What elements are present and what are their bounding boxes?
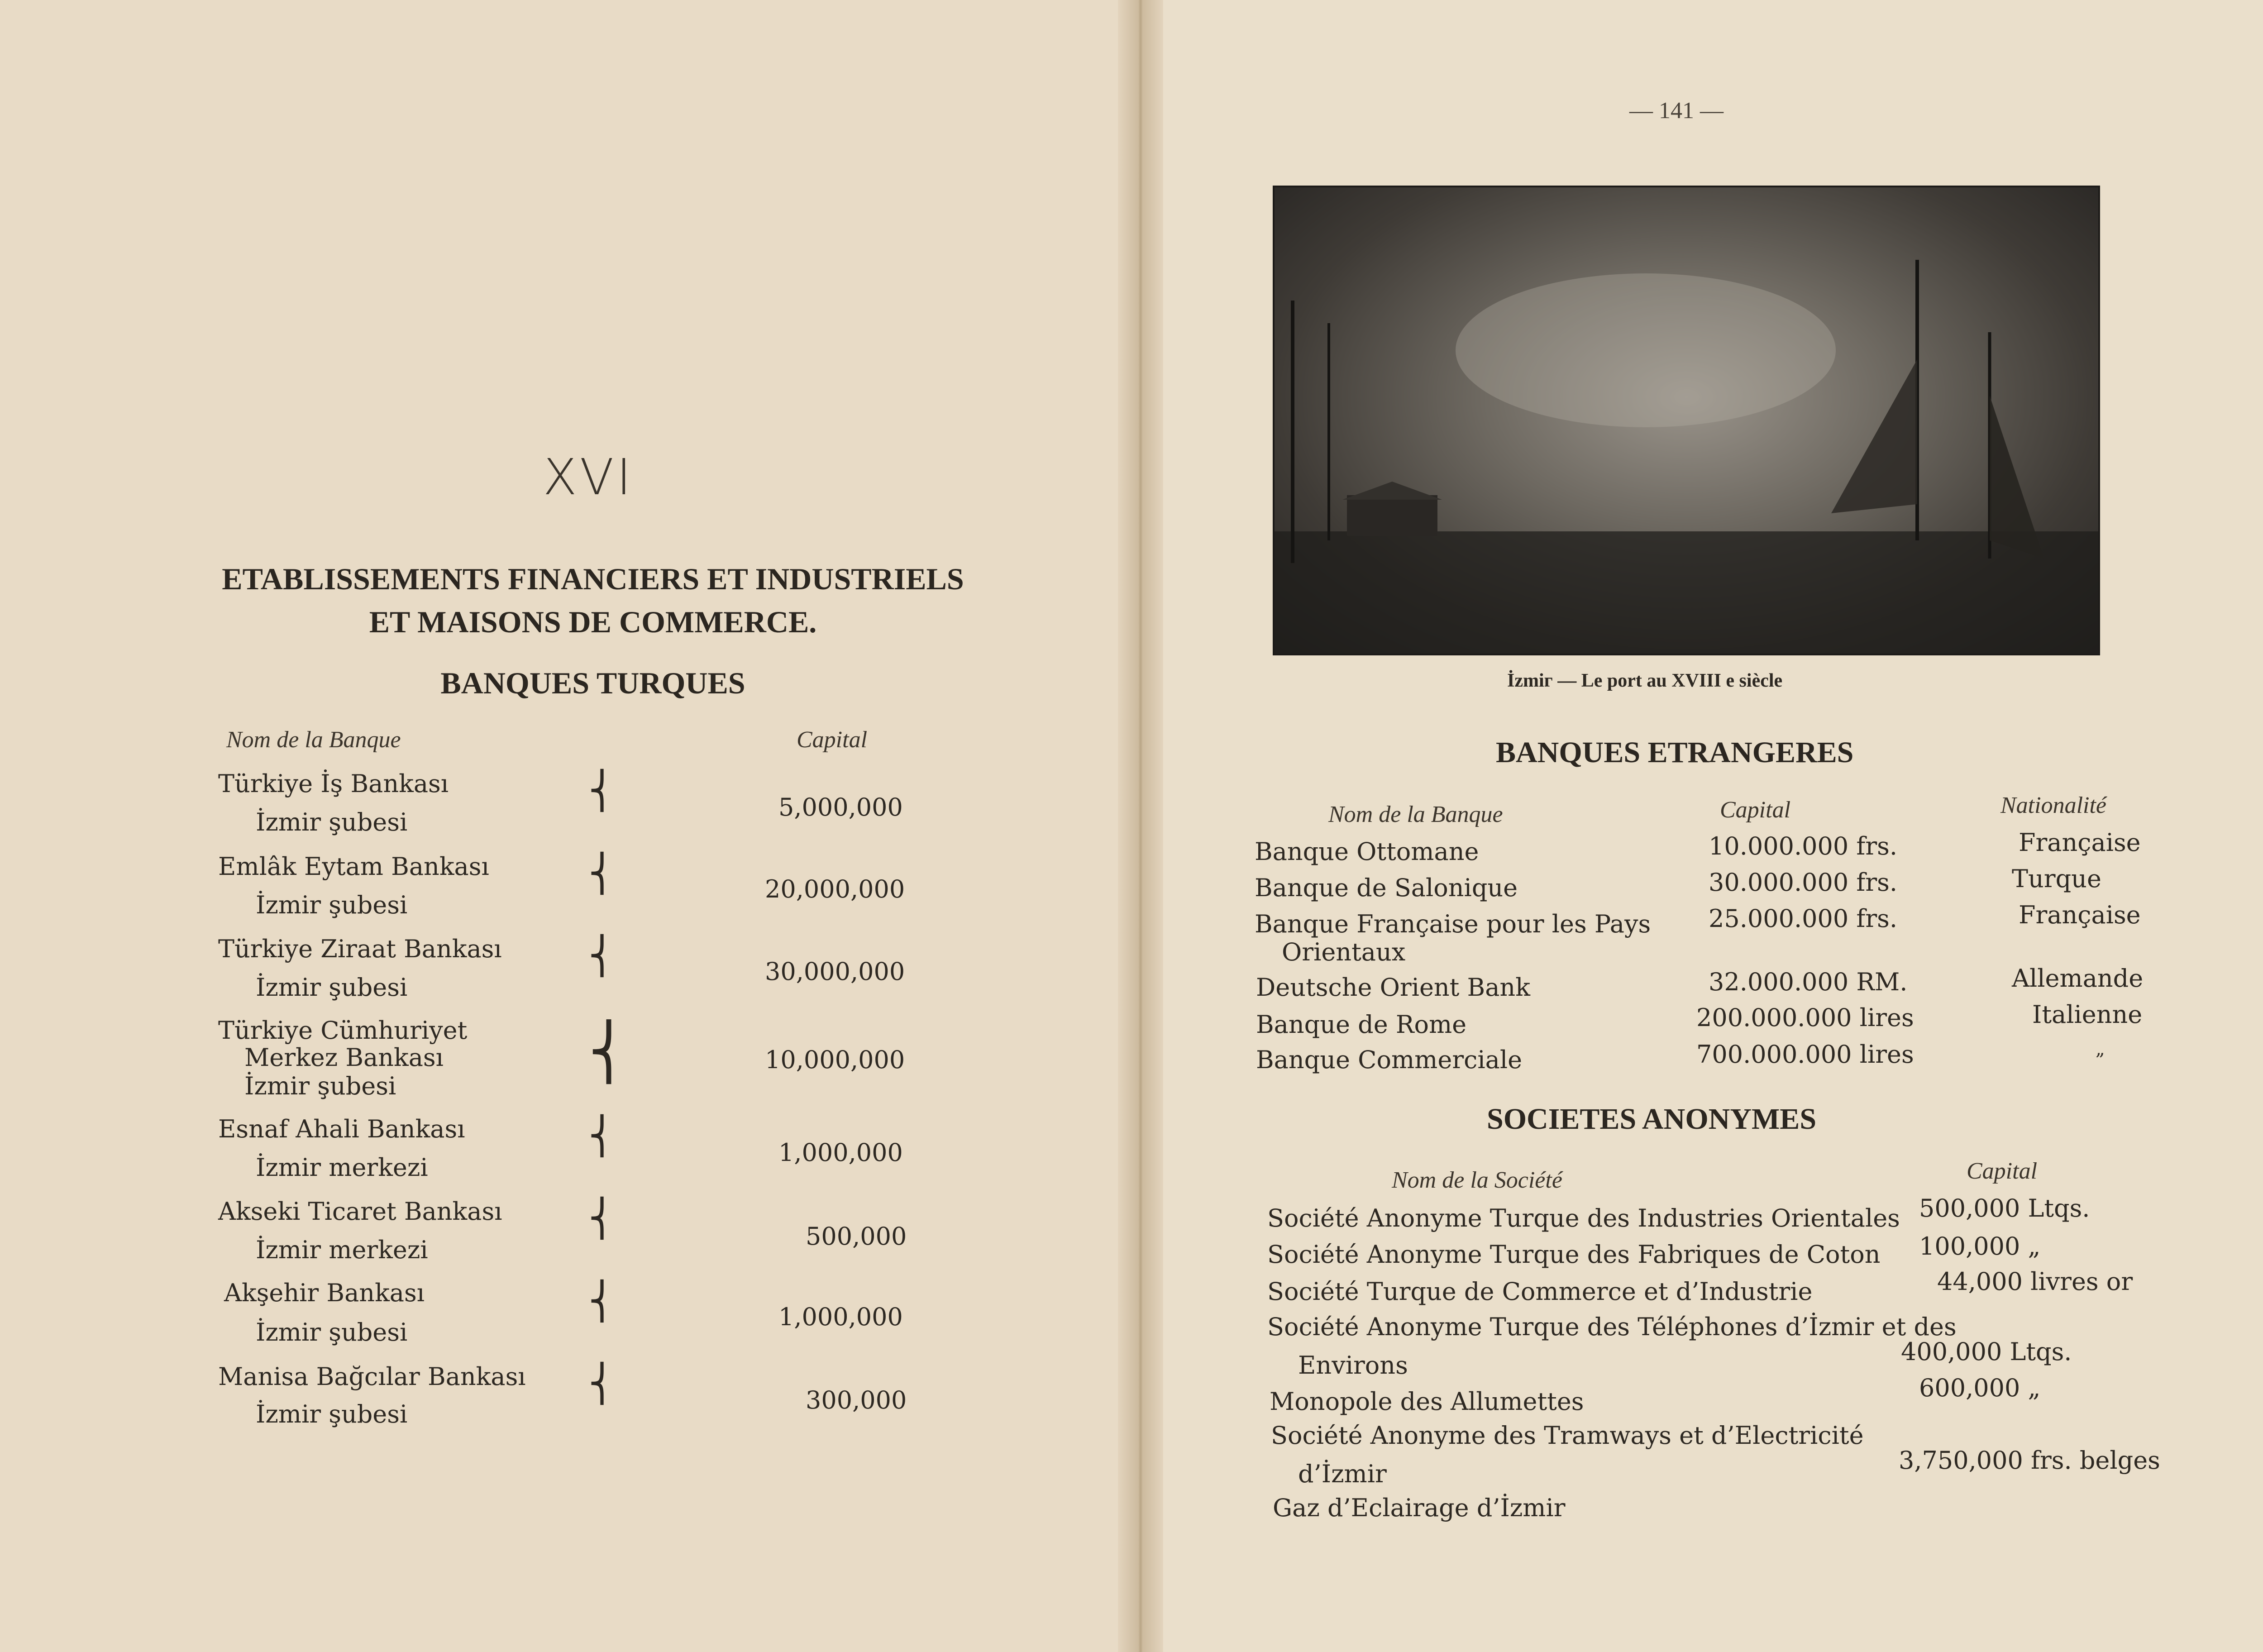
- column-header-name: Nom de la Banque: [1328, 802, 1503, 827]
- column-header-capital-societe: Capital: [1967, 1158, 2038, 1184]
- foreign-bank-capital: 32.000.000 RM.: [1709, 968, 1908, 996]
- foreign-bank-name: Banque de Rome: [1256, 1010, 1467, 1039]
- bank-name: Esnaf Ahali Bankası: [218, 1115, 465, 1143]
- bank-name: Manisa Bağcılar Bankası: [218, 1362, 526, 1391]
- brace-icon: ⎨: [588, 1199, 616, 1239]
- section-title-banques-etrangeres: BANQUES ETRANGERES: [1496, 736, 1854, 769]
- bank-capital: 500,000: [806, 1222, 907, 1251]
- brace-icon: ⎨: [588, 854, 616, 894]
- harbor-photograph: [1273, 186, 2100, 655]
- foreign-bank-capital: 30.000.000 frs.: [1709, 868, 1898, 897]
- bank-branch: İzmir şubesi: [256, 1400, 408, 1428]
- foreign-bank-capital: 10.000.000 frs.: [1709, 832, 1898, 860]
- societe-name: Société Anonyme Turque des Téléphones d’İzmir et des: [1267, 1313, 1957, 1341]
- foreign-bank-name: Banque de Salonique: [1255, 874, 1518, 902]
- societe-name: Gaz d’Eclairage d’İzmir: [1273, 1494, 1566, 1522]
- societe-name-continued: d’İzmir: [1298, 1460, 1387, 1488]
- bank-capital: 10,000,000: [765, 1046, 905, 1074]
- bank-capital: 5,000,000: [778, 793, 903, 821]
- harbor-illustration: [1275, 187, 2098, 654]
- foreign-bank-capital: 200.000.000 lires: [1696, 1003, 1914, 1032]
- bank-name: Türkiye Ziraat Bankası: [218, 935, 502, 963]
- societe-capital: 3,750,000 frs. belges: [1899, 1446, 2160, 1475]
- bank-capital: 30,000,000: [765, 957, 905, 986]
- bank-capital: 20,000,000: [765, 875, 905, 903]
- chapter-number: XVI: [543, 448, 634, 506]
- bank-branch: İzmir şubesi: [256, 1318, 408, 1346]
- societe-capital: 400,000 Ltqs.: [1901, 1337, 2072, 1366]
- foreign-bank-name: Banque Commerciale: [1256, 1046, 1523, 1074]
- societe-capital: 500,000 Ltqs.: [1919, 1194, 2090, 1222]
- chapter-heading-line2: ET MAISONS DE COMMERCE.: [369, 605, 817, 639]
- bank-branch: İzmir şubesi: [256, 808, 408, 836]
- bank-name: Akseki Ticaret Bankası: [218, 1197, 502, 1226]
- societe-name-continued: Environs: [1298, 1351, 1408, 1380]
- foreign-bank-nationality: Française: [2019, 828, 2141, 857]
- page-number: — 141 —: [1629, 98, 1724, 124]
- societe-name: Société Anonyme des Tramways et d’Electricité: [1271, 1421, 1864, 1450]
- societe-name: Société Anonyme Turque des Industries Orientales: [1267, 1204, 1900, 1232]
- foreign-bank-nationality: Allemande: [2012, 964, 2144, 993]
- column-header-capital: Capital: [1720, 797, 1791, 823]
- foreign-bank-nationality: Turque: [2012, 864, 2101, 893]
- section-title-banques-turques: BANQUES TURQUES: [440, 666, 745, 700]
- bank-branch: İzmir merkezi: [256, 1236, 428, 1264]
- foreign-bank-name: Banque Française pour les Pays: [1255, 910, 1651, 938]
- brace-icon: ⎨: [588, 936, 616, 976]
- bank-name: Akşehir Bankası: [224, 1279, 425, 1307]
- column-header-name: Nom de la Banque: [226, 727, 401, 753]
- societe-capital: 44,000 livres or: [1937, 1267, 2133, 1296]
- brace-icon: ⎨: [588, 1282, 616, 1322]
- brace-icon: ⎨: [588, 1364, 616, 1404]
- foreign-bank-nationality: „: [2096, 1039, 2105, 1060]
- foreign-bank-nationality: Française: [2019, 901, 2141, 929]
- photo-caption: İzmiᴦ — Le port au XVIII e siècle: [1507, 670, 1783, 691]
- societe-name: Société Turque de Commerce et d’Industrie: [1267, 1277, 1813, 1306]
- bank-branch: İzmir merkezi: [256, 1153, 428, 1182]
- bank-name: Emlâk Eytam Bankası: [218, 852, 489, 881]
- bank-capital: 300,000: [806, 1386, 907, 1414]
- bank-branch: İzmir şubesi: [256, 973, 408, 1002]
- brace-icon: ⎨: [588, 1117, 616, 1156]
- section-title-societes-anonymes: SOCIETES ANONYMES: [1487, 1103, 1817, 1136]
- foreign-bank-name: Banque Ottomane: [1255, 837, 1479, 866]
- societe-name: Société Anonyme Turque des Fabriques de Coton: [1267, 1240, 1881, 1269]
- column-header-societe: Nom de la Société: [1392, 1167, 1562, 1193]
- bank-capital: 1,000,000: [778, 1138, 903, 1167]
- brace-icon: ⎨: [588, 771, 616, 811]
- bank-name-continued: Merkez Bankası: [244, 1043, 444, 1072]
- bank-name: Türkiye Cümhuriyet: [218, 1016, 468, 1045]
- societe-capital: 600,000 „: [1919, 1374, 2041, 1402]
- foreign-bank-nationality: Italienne: [2032, 1000, 2143, 1029]
- column-header-capital: Capital: [797, 727, 868, 753]
- brace-icon: ⎨: [588, 1022, 629, 1082]
- societe-capital: 100,000 „: [1919, 1232, 2041, 1260]
- foreign-bank-name: Deutsche Orient Bank: [1256, 973, 1530, 1002]
- bank-branch: İzmir şubesi: [256, 891, 408, 919]
- bank-name: Türkiye İş Bankası: [218, 769, 449, 798]
- foreign-bank-name-continued: Orientaux: [1282, 938, 1406, 966]
- bank-branch: İzmir şubesi: [244, 1072, 396, 1100]
- book-gutter: [1118, 0, 1163, 1652]
- societe-name: Monopole des Allumettes: [1270, 1387, 1584, 1416]
- bank-capital: 1,000,000: [778, 1303, 903, 1331]
- foreign-bank-capital: 25.000.000 frs.: [1709, 904, 1898, 933]
- column-header-nationality: Nationalité: [2000, 793, 2106, 818]
- foreign-bank-capital: 700.000.000 lires: [1696, 1040, 1914, 1069]
- chapter-heading-line1: ETABLISSEMENTS FINANCIERS ET INDUSTRIELS: [222, 562, 964, 596]
